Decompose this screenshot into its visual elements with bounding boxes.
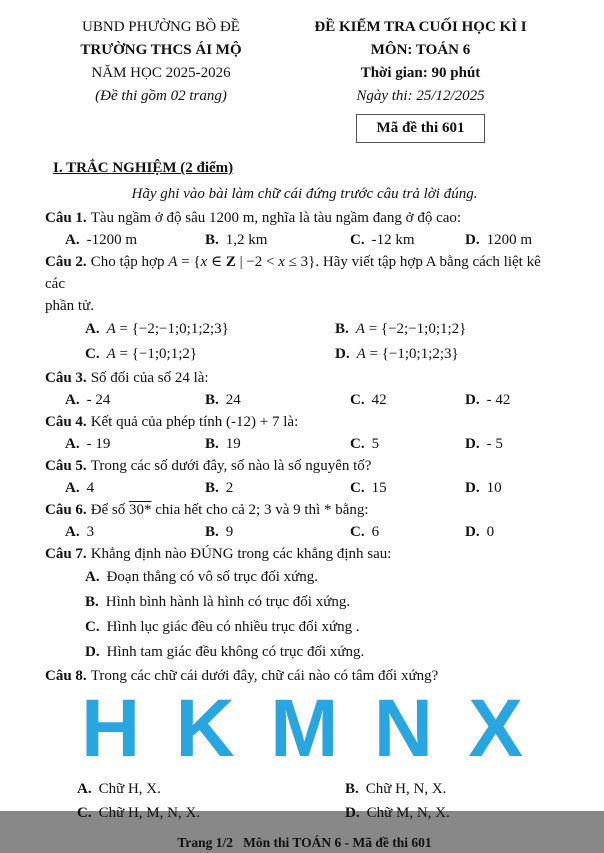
question-2-options [45,317,564,367]
question-4-option-b [205,433,350,455]
question-3 [45,367,564,411]
option-text: 24 [225,392,241,408]
option-key: B. [345,781,359,797]
option-key: C. [350,392,365,408]
question-5-option-a [65,477,205,499]
option-text: -12 km [371,232,415,248]
header-left-block [45,16,277,143]
question-7-option-b [85,590,564,615]
school-year: NĂM HỌC 2025-2026 [91,65,231,81]
option-text: - 42 [486,392,511,408]
question-6-label: Câu 6. [45,502,87,518]
question-3-label: Câu 3. [45,370,87,386]
question-4-option-a [65,433,205,455]
question-7 [45,543,564,665]
option-text: 4 [86,480,95,496]
question-6-option-a [65,521,205,543]
option-text: Chữ H, M, N, X. [98,805,201,821]
header-right-block [277,16,564,143]
option-text: - 19 [86,436,111,452]
option-key: A. [85,321,100,337]
option-key: A. [65,524,80,540]
option-key: A. [65,436,80,452]
option-key: C. [350,436,365,452]
question-2-label: Câu 2. [45,254,87,270]
option-key: C. [85,619,100,635]
option-text: 6 [371,524,380,540]
option-text: A = {−1;0;1;2} [106,346,198,362]
question-8-option-a [77,777,345,801]
exam-code-box: Mã đề thi 601 [356,114,486,143]
option-key: D. [465,436,480,452]
question-5-stem [45,455,564,477]
exam-title: ĐỀ KIỂM TRA CUỐI HỌC KÌ I [314,19,527,35]
question-5-options [45,477,564,499]
pages-note: (Đề thi gồm 02 trang) [95,88,227,104]
question-7-options [45,565,564,665]
question-8-option-b [345,777,564,801]
option-key: A. [65,392,80,408]
option-text: Chữ M, N, X. [366,805,450,821]
option-key: B. [205,392,219,408]
option-key: B. [205,524,219,540]
question-4-label: Câu 4. [45,414,87,430]
option-text: Hình lục giác đều có nhiều trục đối xứng . [106,619,360,635]
question-1-option-b [205,229,350,251]
question-1-text: Tàu ngầm ở độ sâu 1200 m, nghĩa là tàu ngầm đang ở độ cao: [90,210,462,226]
option-text: 0 [486,524,495,540]
question-1-option-c [350,229,465,251]
option-key: A. [85,569,100,585]
option-key: D. [465,392,480,408]
option-text: 5 [371,436,380,452]
option-key: A. [65,480,80,496]
option-key: D. [465,232,480,248]
option-text: Hình tam giác đều không có trục đối xứng. [106,644,365,660]
question-7-option-d [85,640,564,665]
question-5 [45,455,564,499]
question-1-options [45,229,564,251]
question-1-stem [45,207,564,229]
question-5-option-b [205,477,350,499]
page-footer: Trang 1/2 Môn thi TOÁN 6 - Mã đề thi 601 [177,835,432,850]
exam-subject: MÔN: TOÁN 6 [370,42,471,58]
question-5-option-d [465,477,564,499]
option-text: 9 [225,524,234,540]
question-8 [45,665,564,825]
question-5-label: Câu 5. [45,458,87,474]
question-2-option-d [335,342,564,367]
option-key: A. [65,232,80,248]
section-title: I. TRẮC NGHIỆM (2 điểm) [53,160,234,176]
option-text: Đoạn thẳng có vô số trục đối xứng. [106,569,319,585]
option-text: 42 [371,392,387,408]
big-letter-h: H [81,683,141,774]
option-text: 1,2 km [225,232,268,248]
question-3-option-b [205,389,350,411]
option-key: B. [205,232,219,248]
question-4-options [45,433,564,455]
question-3-option-c [350,389,465,411]
option-key: C. [85,346,100,362]
question-4-option-c [350,433,465,455]
question-1-option-a [65,229,205,251]
question-2-text: Cho tập hợp A = {x ∈ Z | −2 < x ≤ 3}. Hãy viết tập hợp A bằng cách liệt kê các [45,254,541,292]
question-3-option-a [65,389,205,411]
question-6-stem [45,499,564,521]
option-key: C. [77,805,92,821]
option-text: 3 [86,524,95,540]
question-6-option-d [465,521,564,543]
question-2 [45,251,564,367]
big-letter-k: K [175,683,235,774]
option-text: A = {−2;−1;0;1;2;3} [106,321,229,337]
option-text: 2 [225,480,234,496]
option-text: - 24 [86,392,111,408]
big-letter-m: M [270,683,339,774]
letters-illustration [81,683,523,774]
question-1-label: Câu 1. [45,210,87,226]
question-3-options [45,389,564,411]
question-7-stem [45,543,564,565]
option-key: D. [345,805,360,821]
question-8-option-c [77,801,345,825]
question-4-option-d [465,433,564,455]
question-8-options [45,777,564,825]
question-3-text: Số đối của số 24 là: [90,370,209,386]
question-6-options [45,521,564,543]
question-3-stem [45,367,564,389]
question-6-option-b [205,521,350,543]
big-letter-n: N [373,683,433,774]
section-instruction: Hãy ghi vào bài làm chữ cái đứng trước câu trả lời đúng. [131,186,478,202]
question-8-option-d [345,801,564,825]
option-text: -1200 m [86,232,138,248]
question-4 [45,411,564,455]
question-1 [45,207,564,251]
question-7-text: Khẳng định nào ĐÚNG trong các khẳng định sau: [90,546,392,562]
option-key: C. [350,480,365,496]
option-text: A = {−1;0;1;2;3} [356,346,459,362]
option-text: 15 [371,480,387,496]
option-key: B. [205,436,219,452]
big-letter-x: X [468,683,523,774]
option-key: D. [85,644,100,660]
option-key: A. [77,781,92,797]
question-1-option-d [465,229,564,251]
exam-date: Ngày thi: 25/12/2025 [356,88,485,104]
question-2-option-b [335,317,564,342]
option-text: A = {−2;−1;0;1;2} [355,321,467,337]
option-text: 1200 m [486,232,533,248]
option-key: D. [465,480,480,496]
question-5-option-c [350,477,465,499]
question-2-option-c [85,342,335,367]
option-key: B. [205,480,219,496]
option-key: B. [85,594,99,610]
organization-name: UBND PHƯỜNG BỒ ĐỀ [82,19,240,35]
question-5-text: Trong các số dưới đây, số nào là số nguyên tố? [90,458,372,474]
question-2-stem-continuation: phần tử. [45,298,94,314]
option-text: Chữ H, N, X. [365,781,447,797]
option-text: Hình bình hành là hình có trục đối xứng. [105,594,351,610]
question-4-stem [45,411,564,433]
question-8-text: Trong các chữ cái dưới đây, chữ cái nào có tâm đối xứng? [90,668,439,684]
option-text: 10 [486,480,502,496]
question-7-label: Câu 7. [45,546,87,562]
question-2-stem [45,251,564,295]
option-text: - 5 [486,436,503,452]
question-6 [45,499,564,543]
page-header [45,16,564,143]
question-4-text: Kết quả của phép tính (-12) + 7 là: [90,414,299,430]
option-key: B. [335,321,349,337]
option-key: D. [465,524,480,540]
option-key: C. [350,524,365,540]
question-7-option-a [85,565,564,590]
exam-duration: Thời gian: 90 phút [360,65,481,81]
school-name: TRƯỜNG THCS ÁI MỘ [80,42,242,58]
option-text: 19 [225,436,241,452]
question-7-option-c [85,615,564,640]
option-text: Chữ H, X. [98,781,161,797]
option-key: D. [335,346,350,362]
question-8-label: Câu 8. [45,668,87,684]
question-2-option-a [85,317,335,342]
question-3-option-d [465,389,564,411]
question-6-text: Để số 30* chia hết cho cả 2; 3 và 9 thì * bằng: [90,502,369,518]
option-key: C. [350,232,365,248]
question-6-option-c [350,521,465,543]
